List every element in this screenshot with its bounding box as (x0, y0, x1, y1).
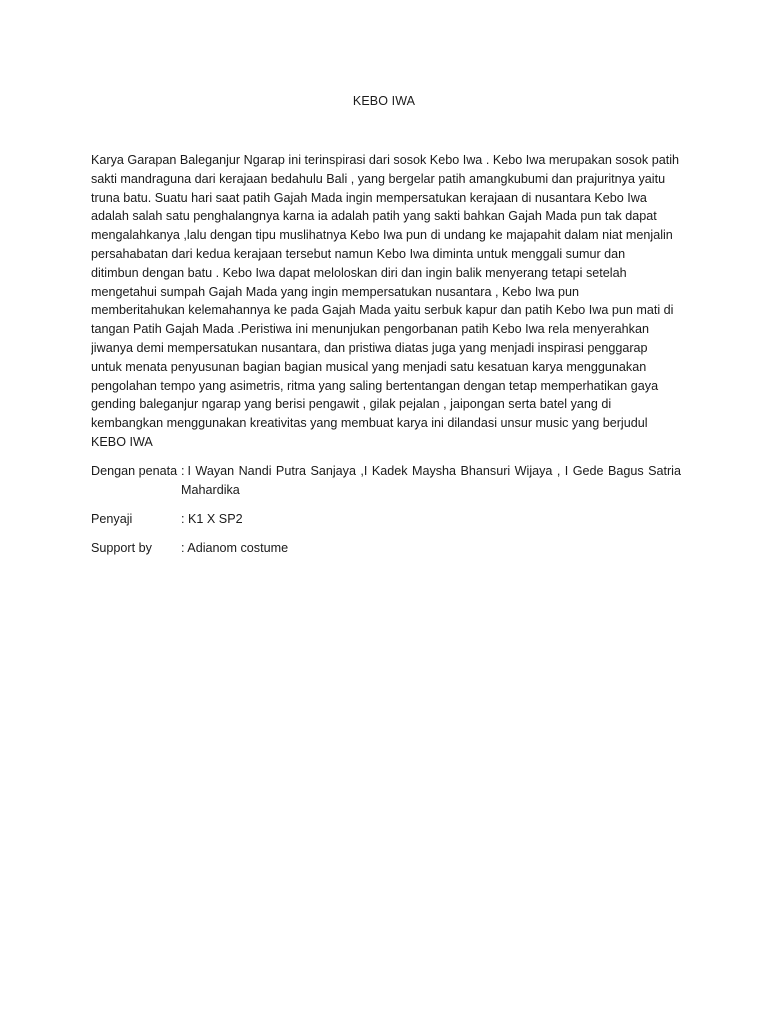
paragraph-line: memberitahukan kelemahannya ke pada Gajah Mada yaitu serbuk kapur dan patih Kebo Iwa pun mati di (91, 303, 674, 318)
credit-value-penata (181, 462, 681, 500)
paragraph-line: mengetahui sumpah Gajah Mada yang ingin mempersatukan nusantara , Kebo Iwa pun (91, 284, 579, 299)
paragraph-line: Karya Garapan Baleganjur Ngarap ini terinspirasi dari sosok Kebo Iwa . Kebo Iwa merupakan sosok patih (91, 153, 680, 167)
paragraph-line: untuk menata penyusunan bagian bagian musical yang menjadi satu kesatuan karya menggunakan (91, 359, 647, 374)
paragraph-line: sakti mandraguna dari kerajaan bedahulu Bali , yang bergelar patih amangkubumi dan prajuritnya yaitu (91, 171, 666, 186)
paragraph-line: pengolahan tempo yang asimetris, ritma yang saling bertentangan dengan tetap memperhatikan gaya (91, 378, 659, 393)
credit-label-penata: Dengan penata (91, 464, 178, 478)
paragraph-line: persahabatan dari kedua kerajaan tersebut namun Kebo Iwa diminta untuk menggali sumur dan (91, 246, 626, 261)
credit-row-penyaji (91, 510, 681, 529)
document-title: KEBO IWA (352, 94, 416, 108)
paragraph-line: KEBO IWA (91, 434, 153, 449)
credit-row-penata (91, 462, 681, 500)
paragraph-line: adalah salah satu penghalangnya karna ia adalah patih yang sakti bahkan Gajah Mada pun tak dapat (91, 209, 657, 224)
paragraph-line: kembangkan menggunakan kreativitas yang membuat karya ini dilandasi unsur music yang berjudul (91, 416, 648, 431)
story-paragraph (91, 151, 681, 452)
paragraph-line: jiwanya demi mempersatukan nusantara, dan pristiwa diatas juga yang menjadi inspirasi penggarap (91, 340, 648, 355)
paragraph-line: gending baleganjur ngarap yang berisi pengawit , gilak pejalan , jaipongan serta batel yang di (91, 397, 612, 412)
credit-value-penyaji: : K1 X SP2 (181, 511, 243, 526)
credit-label-penyaji: Penyaji (91, 511, 133, 526)
credit-row-support (91, 539, 681, 558)
credits-block (91, 462, 681, 558)
penata-names-line2: Mahardika (181, 482, 240, 497)
paragraph-line: tangan Patih Gajah Mada .Peristiwa ini menunjukan pengorbanan patih Kebo Iwa rela menyerahkan (91, 322, 649, 337)
paragraph-line: mengalahkanya ,lalu dengan tipu muslihatnya Kebo Iwa pun di undang ke majapahit dalam niat menjalin (91, 228, 673, 243)
paragraph-line: truna batu. Suatu hari saat patih Gajah Mada ingin mempersatukan kerajaan di nusantara Kebo Iwa (91, 190, 647, 205)
credit-value-support: : Adianom costume (181, 541, 289, 556)
credit-colon: : (181, 464, 185, 478)
penata-names-line1: I Wayan Nandi Putra Sanjaya ,I Kadek Maysha Bhansuri Wijaya , I Gede Bagus Satria (187, 464, 681, 478)
credit-label-support: Support by (91, 541, 152, 556)
paragraph-line: ditimbun dengan batu . Kebo Iwa dapat meloloskan diri dan ingin balik menyerang tetapi setelah (91, 265, 627, 280)
